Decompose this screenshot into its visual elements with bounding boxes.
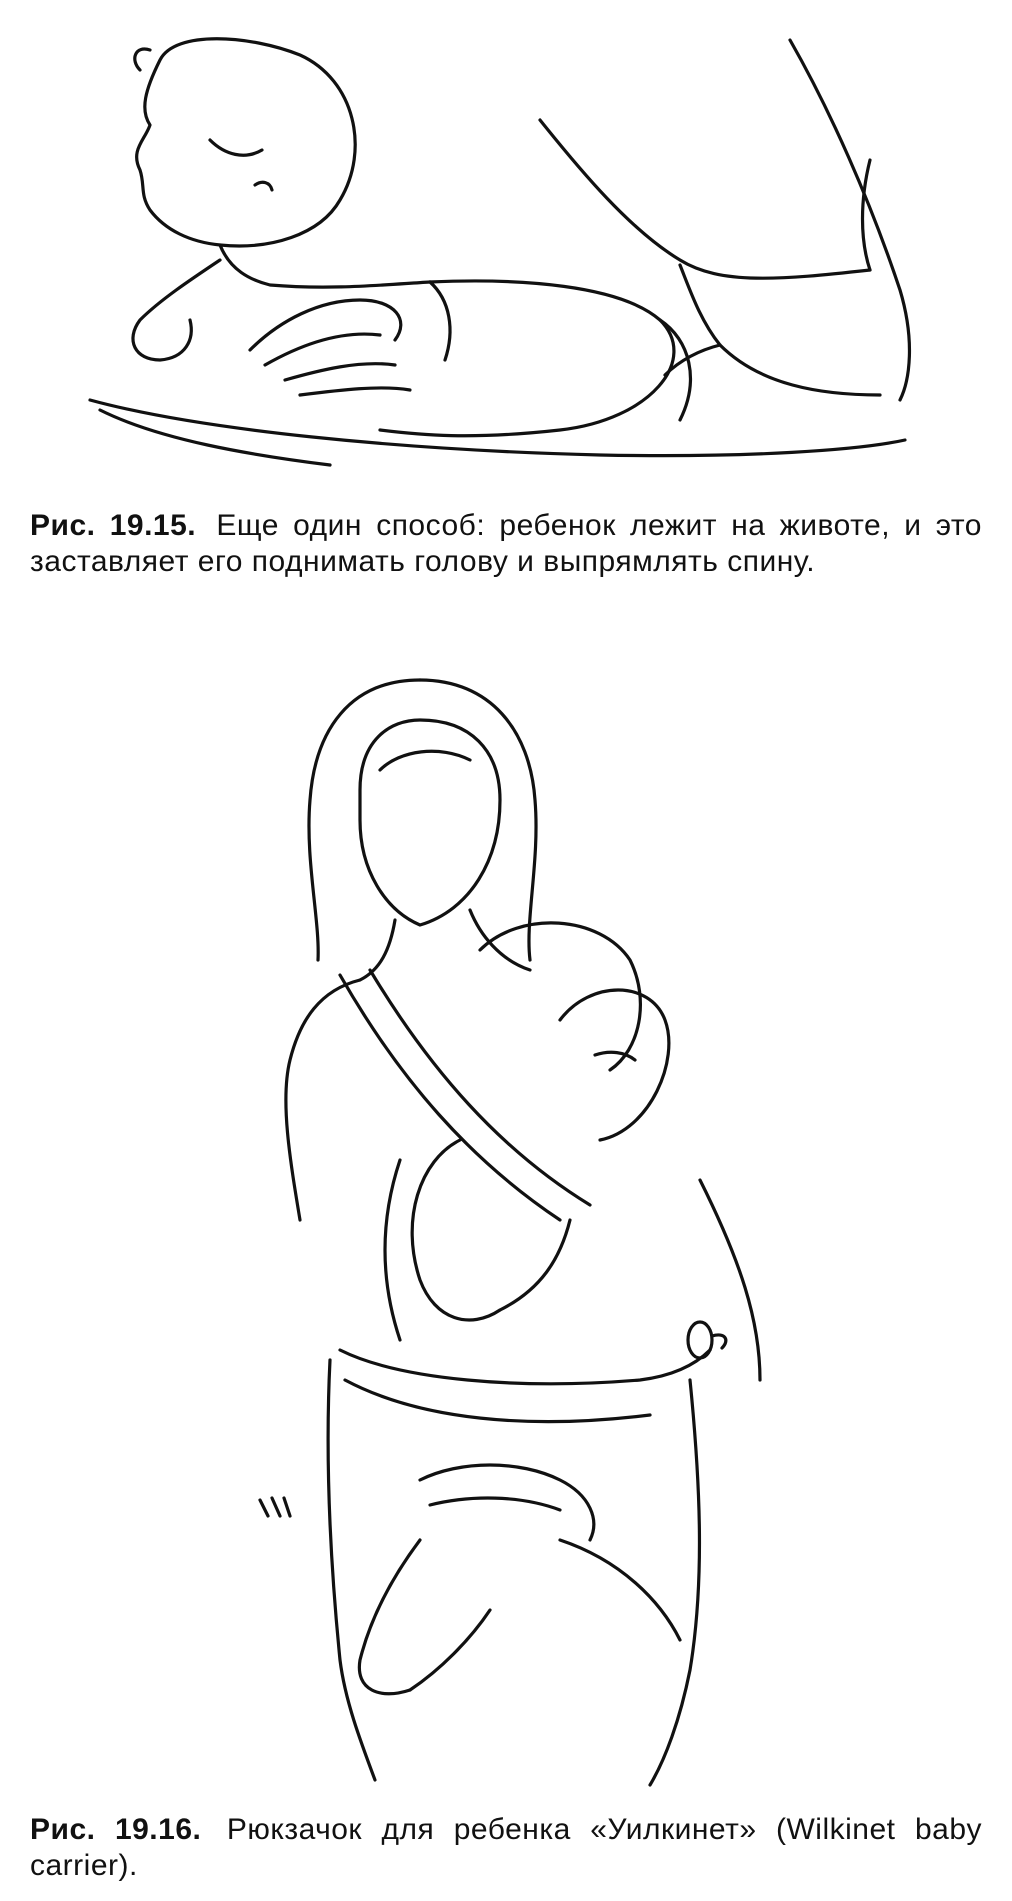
- figure-label: Рис. 19.15.: [30, 509, 197, 542]
- figure-19-16: [0, 660, 1012, 1901]
- figure-caption: [30, 1812, 982, 1884]
- figure-19-15: [0, 0, 1012, 620]
- baby-carrier-illustration: [0, 660, 1012, 1790]
- figure-label: Рис. 19.16.: [30, 1813, 202, 1846]
- figure-caption-text: Рюкзачок для ребенка «Уилкинет» (Wilkinet baby carrier).: [30, 1813, 983, 1882]
- figure-caption: [30, 508, 982, 580]
- figure-caption-text: Еще один способ: ребенок лежит на животе, и это заставляет его поднимать голову и выпрямлять спину.: [30, 509, 982, 578]
- baby-on-tummy-illustration: [0, 0, 1012, 470]
